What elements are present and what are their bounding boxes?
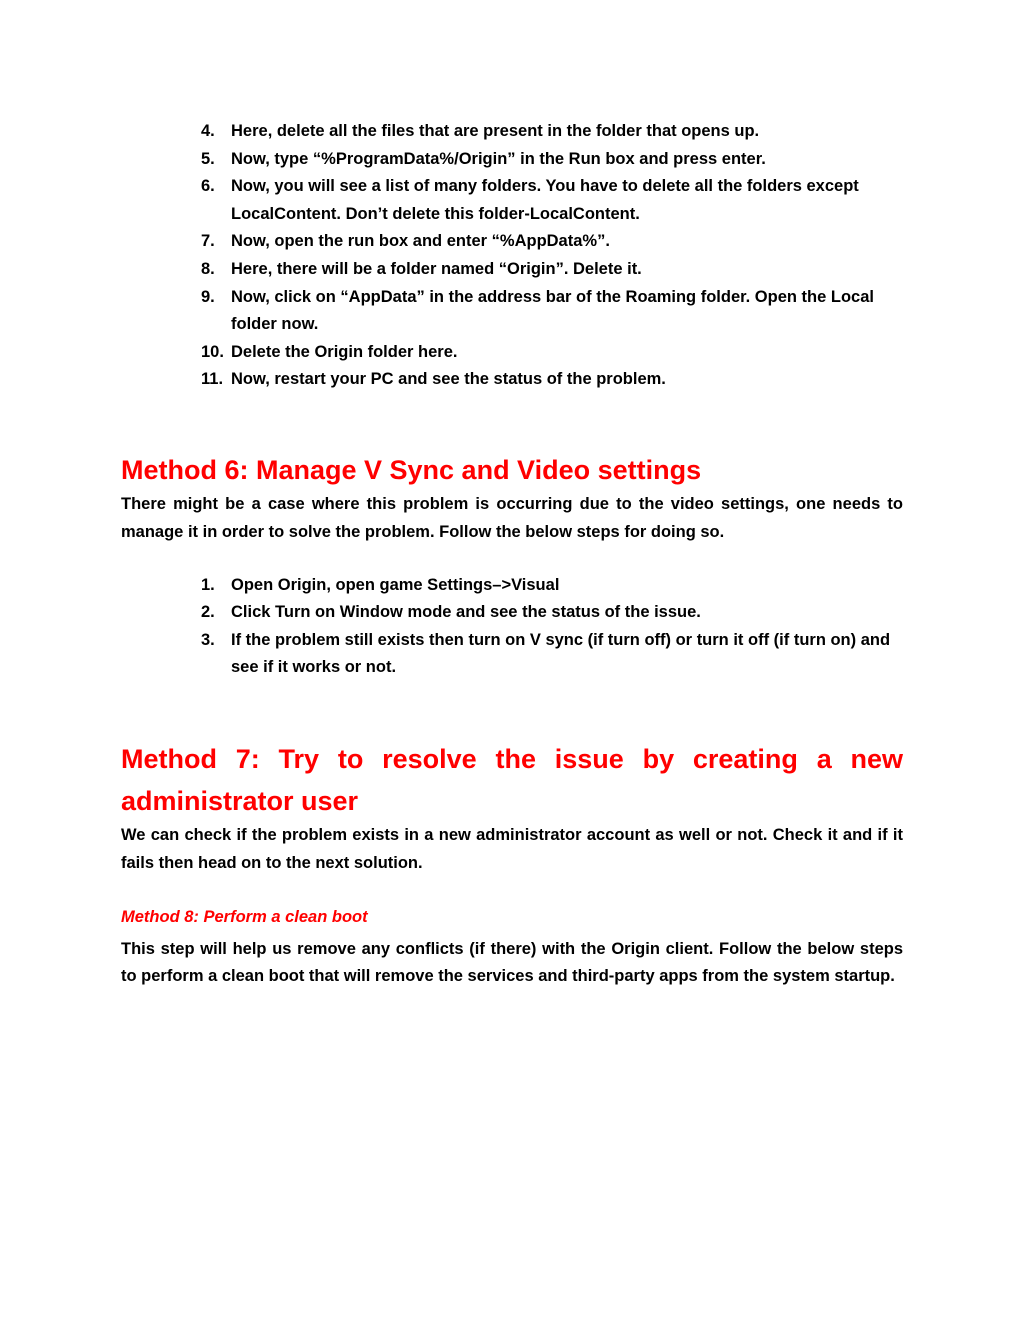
method-6-heading: Method 6: Manage V Sync and Video settings xyxy=(121,454,702,485)
list-item-number: 11. xyxy=(201,370,224,389)
list-item-number: 9. xyxy=(201,287,215,306)
list-item xyxy=(201,256,903,284)
list-item xyxy=(201,118,903,146)
method-7-heading: Method 7: Try to resolve the issue by creating a new administrator user xyxy=(121,743,903,816)
document-content xyxy=(121,118,903,991)
steps-list-origin-cleanup xyxy=(121,118,903,394)
list-item-text: Now, click on “AppData” in the address bar of the Roaming folder. Open the Local folder now. xyxy=(231,287,874,334)
list-item-text: Now, open the run box and enter “%AppData%”. xyxy=(231,232,610,251)
list-item-number: 7. xyxy=(201,232,215,251)
list-item-number: 3. xyxy=(201,630,215,649)
list-item-text: Here, delete all the files that are present in the folder that opens up. xyxy=(231,122,760,140)
list-item xyxy=(201,284,903,339)
list-item xyxy=(201,572,903,600)
list-item-number: 2. xyxy=(201,603,215,622)
list-item-number: 4. xyxy=(201,122,215,140)
list-item-number: 5. xyxy=(201,149,215,168)
steps-list-method-6 xyxy=(121,572,903,682)
method-7-paragraph: We can check if the problem exists in a new administrator account as well or not. Check it and if it fails then head on to the next solution. xyxy=(121,825,903,872)
list-item xyxy=(201,627,903,682)
list-item-number: 6. xyxy=(201,177,215,196)
list-item xyxy=(201,599,903,627)
method-6-paragraph: There might be a case where this problem is occurring due to the video settings, one needs to manage it in order to solve the problem. Follow the below steps for doing so. xyxy=(121,494,903,541)
list-item-number: 1. xyxy=(201,575,215,594)
list-item-text: Click Turn on Window mode and see the status of the issue. xyxy=(231,603,701,622)
list-item-text: Now, you will see a list of many folders. You have to delete all the folders except LocalContent. Don’t delete this folder-LocalContent. xyxy=(231,177,859,223)
list-item-text: Here, there will be a folder named “Origin”. Delete it. xyxy=(231,259,642,278)
list-item xyxy=(201,366,903,394)
list-item-text: Delete the Origin folder here. xyxy=(231,342,458,361)
list-item-text: Now, type “%ProgramData%/Origin” in the Run box and press enter. xyxy=(231,149,766,168)
method-8-heading: Method 8: Perform a clean boot xyxy=(121,907,368,926)
list-item-number: 8. xyxy=(201,259,215,278)
list-item xyxy=(201,228,903,256)
list-item-text: Open Origin, open game Settings–>Visual xyxy=(231,575,560,594)
list-item xyxy=(201,146,903,174)
list-item-number: 10. xyxy=(201,342,224,361)
list-item xyxy=(201,339,903,367)
list-item-text: Now, restart your PC and see the status of the problem. xyxy=(231,370,666,389)
method-8-paragraph: This step will help us remove any conflicts (if there) with the Origin client. Follow the below steps to perform a clean boot that will remove the services and third-party apps from the system startup. xyxy=(121,939,903,986)
list-item-text: If the problem still exists then turn on V sync (if turn off) or turn it off (if turn on) and see if it works or not. xyxy=(231,630,891,677)
list-item xyxy=(201,173,903,228)
